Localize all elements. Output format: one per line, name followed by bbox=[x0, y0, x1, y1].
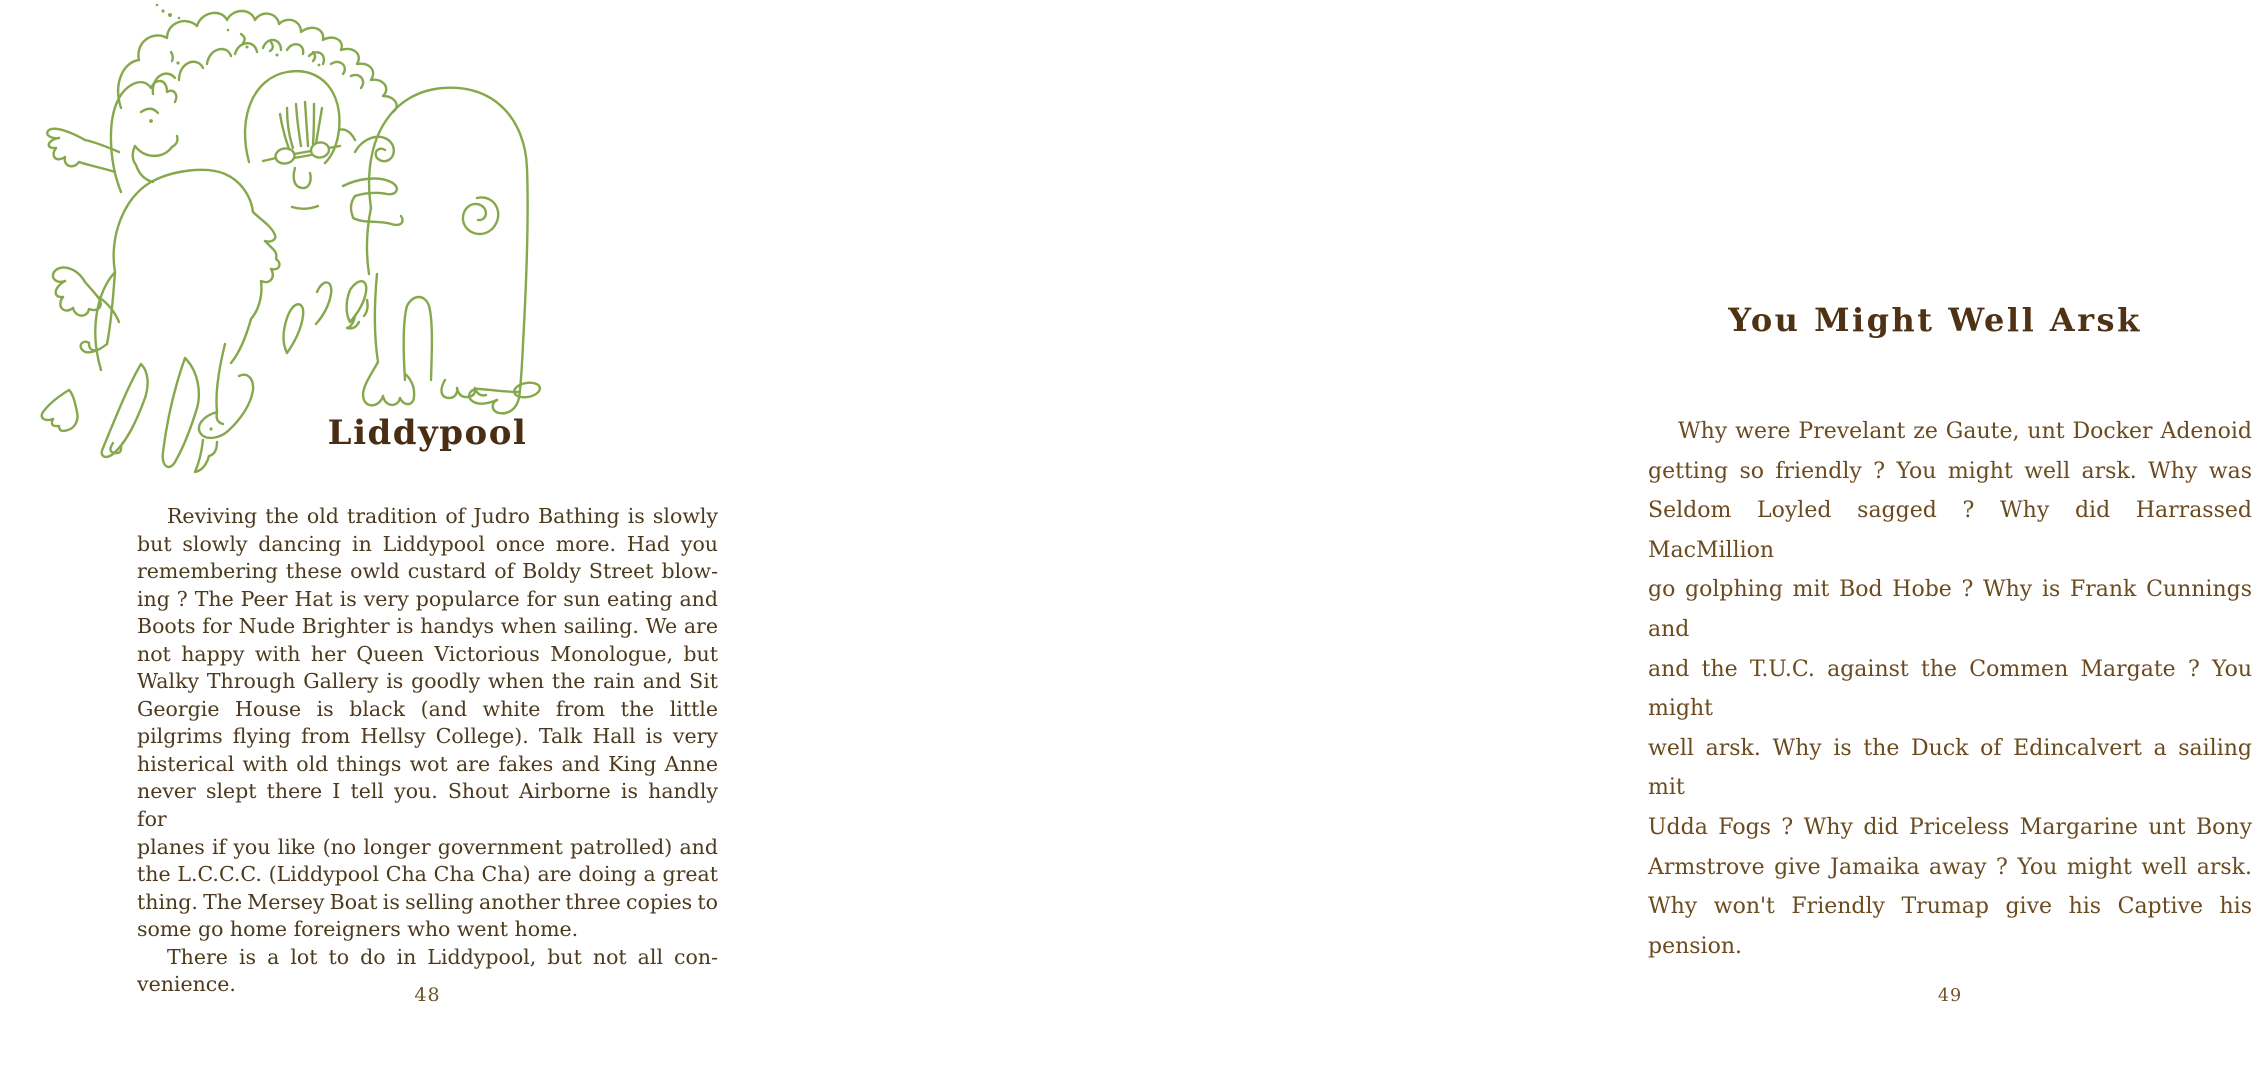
text-line: never slept there I tell you. Shout Airborne is handly for bbox=[137, 779, 718, 832]
text-line: pilgrims flying from Hellsy College). Talk Hall is very bbox=[137, 724, 718, 749]
text-line: histerical with old things wot are fakes and King Anne bbox=[137, 751, 718, 776]
text-line: There is a lot to do in Liddypool, but not all con- bbox=[167, 944, 718, 969]
text-line: the L.C.C.C. (Liddypool Cha Cha Cha) are doing a great bbox=[137, 862, 718, 887]
left-page-body bbox=[137, 503, 718, 999]
text-line: thing. The Mersey Boat is selling another three copies to bbox=[137, 889, 718, 914]
text-line: ing ? The Peer Hat is very popularce for sun eating and bbox=[137, 586, 718, 611]
text-line: Udda Fogs ? Why did Priceless Margarine unt Bony bbox=[1648, 814, 2252, 840]
book-page-right bbox=[790, 0, 2252, 1080]
text-line: venience. bbox=[137, 972, 236, 997]
right-page-body bbox=[1648, 412, 2252, 966]
text-line: remembering these owld custard of Boldy Street blow- bbox=[137, 559, 718, 584]
text-line: Boots for Nude Brighter is handys when sailing. We are bbox=[137, 614, 718, 639]
text-line: Why were Prevelant ze Gaute, unt Docker Adenoid bbox=[1678, 419, 2252, 444]
text-line: Reviving the old tradition of Judro Bathing is slowly bbox=[167, 504, 718, 528]
text-line: Walky Through Gallery is goodly when the rain and Sit bbox=[137, 669, 718, 694]
text-line: getting so friendly ? You might well arsk. Why was bbox=[1648, 458, 2252, 484]
text-line: go golphing mit Bod Hobe ? Why is Frank Cunnings and bbox=[1648, 577, 2252, 642]
text-line: and the T.U.C. against the Commen Margate ? You might bbox=[1648, 656, 2252, 722]
text-line: but slowly dancing in Liddypool once more. Had you bbox=[137, 531, 718, 556]
book-page-left bbox=[0, 0, 790, 1080]
text-line: not happy with her Queen Victorious Monologue, but bbox=[137, 641, 718, 666]
text-line: Armstrove give Jamaika away ? You might well arsk. bbox=[1648, 854, 2252, 880]
right-page-number: 49 bbox=[1937, 986, 1963, 1006]
text-line: Seldom Loyled sagged ? Why did Harrassed MacMillion bbox=[1648, 498, 2252, 563]
text-line: some go home foreigners who went home. bbox=[137, 917, 579, 942]
text-line: planes if you like (no longer government patrolled) and bbox=[137, 834, 718, 859]
text-line: Why won't Friendly Trumap give his Captive his pension. bbox=[1648, 894, 2252, 959]
left-page-title: Liddypool bbox=[327, 413, 528, 453]
right-page-title: You Might Well Arsk bbox=[1728, 301, 2142, 339]
left-page-number: 48 bbox=[414, 984, 441, 1006]
crowd-of-figures-drawing bbox=[25, 0, 585, 470]
text-line: well arsk. Why is the Duck of Edincalvert a sailing mit bbox=[1648, 735, 2252, 801]
text-line: Georgie House is black (and white from the little bbox=[137, 696, 718, 721]
